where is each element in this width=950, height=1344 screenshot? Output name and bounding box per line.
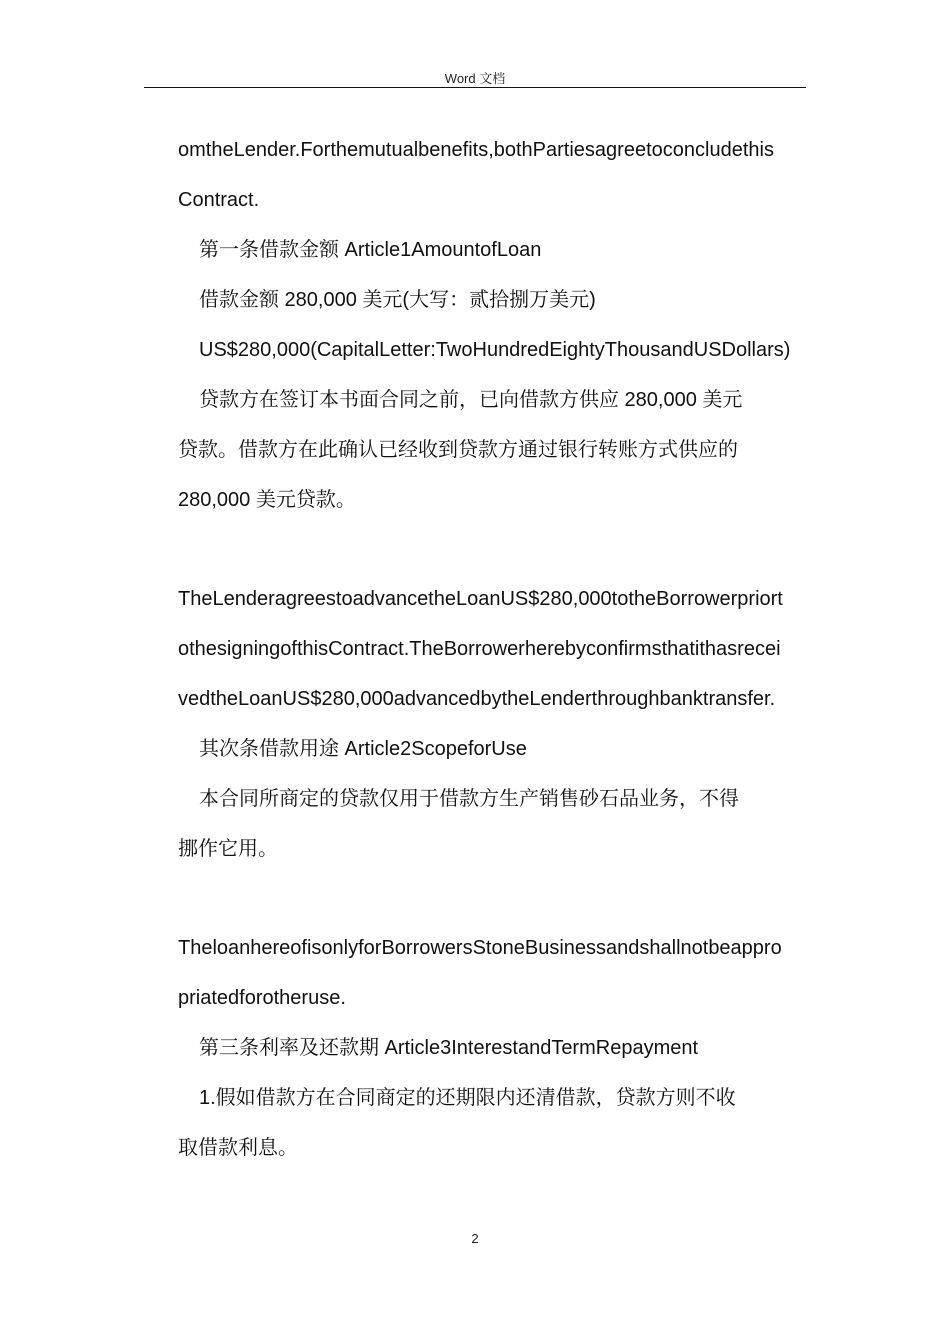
body-line: 贷款方在签订本书面合同之前，已向借款方供应 280,000 美元 bbox=[199, 389, 743, 411]
body-line: priatedforotheruse. bbox=[178, 987, 346, 1009]
body-line: 取借款利息。 bbox=[178, 1137, 298, 1159]
article-3-heading: 第三条利率及还款期 Article3InterestandTermRepayment bbox=[199, 1037, 699, 1059]
body-line: TheloanhereofisonlyforBorrowersStoneBusinessandshallnotbeappro bbox=[178, 937, 782, 959]
header-divider bbox=[144, 87, 806, 88]
body-line: 280,000 美元贷款。 bbox=[178, 489, 356, 511]
body-line: Contract. bbox=[178, 189, 260, 211]
page-number: 2 bbox=[471, 1231, 479, 1246]
article-1-heading: 第一条借款金额 Article1AmountofLoan bbox=[199, 239, 542, 261]
body-line: omtheLender.Forthemutualbenefits,bothPartiesagreetoconcludethis bbox=[178, 139, 774, 161]
page-header-title: Word 文档 bbox=[444, 71, 506, 86]
body-line: vedtheLoanUS$280,000advancedbytheLenderthroughbanktransfer. bbox=[178, 688, 776, 710]
body-line: TheLenderagreestoadvancetheLoanUS$280,000totheBorrowerpriort bbox=[178, 588, 783, 610]
body-line: 本合同所商定的贷款仅用于借款方生产销售砂石品业务，不得 bbox=[199, 788, 739, 810]
body-line: 挪作它用。 bbox=[178, 838, 278, 860]
body-line: 1.假如借款方在合同商定的还期限内还清借款，贷款方则不收 bbox=[199, 1087, 736, 1109]
body-line: othesigningofthisContract.TheBorrowerherebyconfirmsthatithasrecei bbox=[178, 638, 781, 660]
body-line: 贷款。借款方在此确认已经收到贷款方通过银行转账方式供应的 bbox=[178, 439, 738, 461]
body-line: 借款金额 280,000 美元(大写：贰拾捌万美元) bbox=[199, 289, 596, 311]
article-2-heading: 其次条借款用途 Article2ScopeforUse bbox=[199, 738, 527, 760]
body-line: US$280,000(CapitalLetter:TwoHundredEightyThousandUSDollars) bbox=[199, 339, 791, 361]
